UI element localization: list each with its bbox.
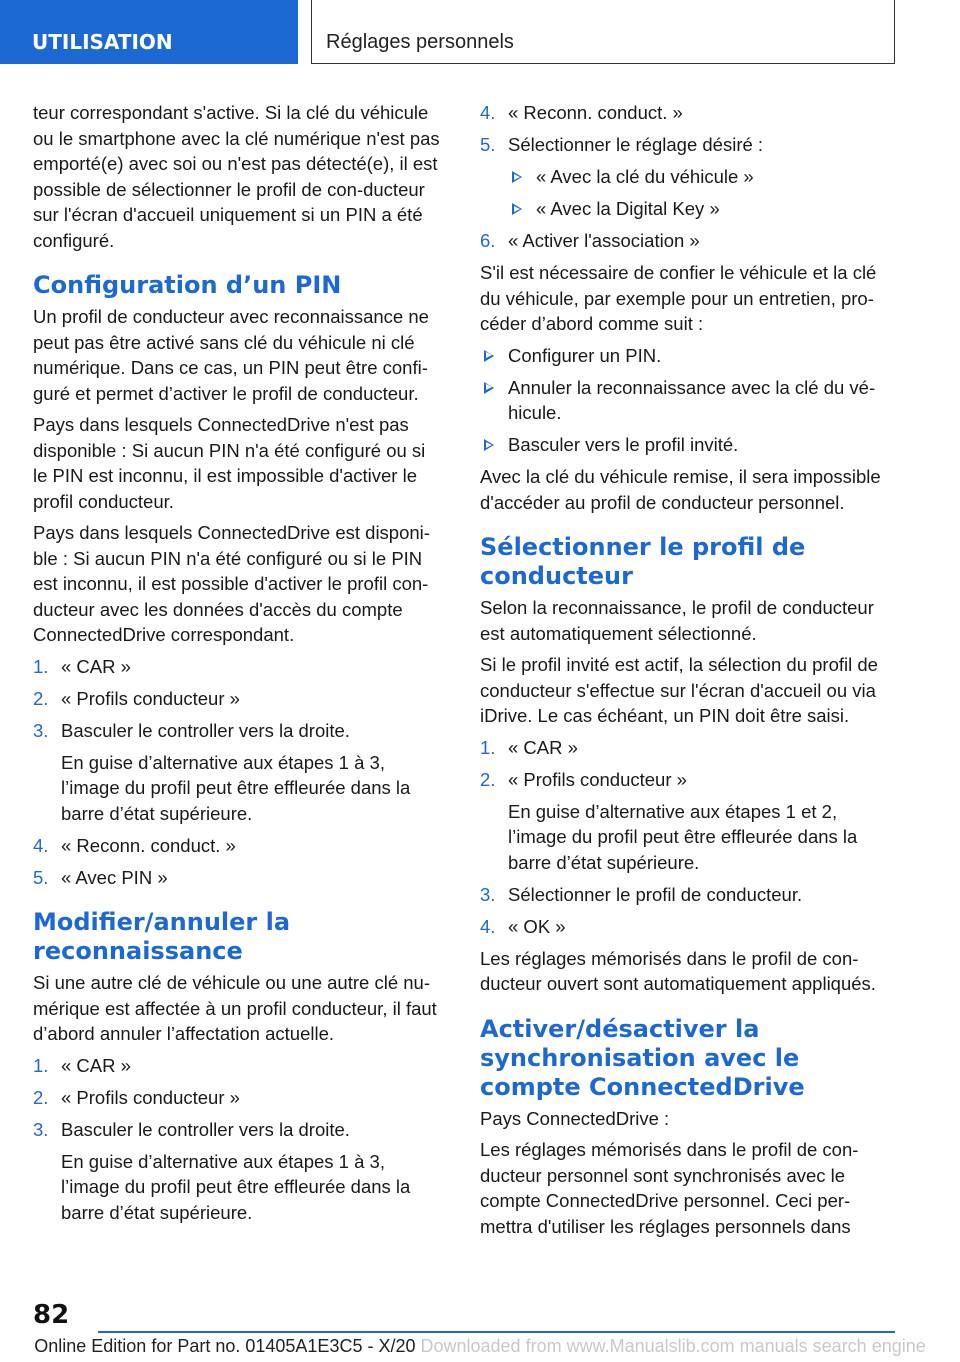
step-item: 4. « OK » [480, 915, 566, 937]
footer-divider [98, 1331, 895, 1333]
option-item: « Avec la Digital Key » [480, 196, 892, 222]
left-column [33, 100, 440, 1232]
heading-modify-recognition: Modifier/annuler la reconnaissance [33, 908, 291, 965]
pin-steps [33, 654, 440, 744]
triangle-bullet-icon [484, 439, 494, 451]
pin-paragraph-1: Un profil de conducteur avec reconnaissance ne peut pas être activé sans clé du véhicule ni clé numérique. Dans ce cas, un PIN peut être confi-guré et permet d’activer le profil de conducteur. [33, 306, 429, 404]
step-item: 3. Sélectionner le profil de conducteur. [480, 883, 803, 905]
footer-edition [0, 1336, 960, 1357]
select-paragraph-2: Si le profil invité est actif, la sélection du profil de conducteur s'effectue sur l'écran d'accueil ou via iDrive. Le cas échéant, un PIN doit être saisi. [480, 654, 878, 726]
sync-paragraph-2: Les réglages mémorisés dans le profil de con-ducteur personnel sont synchronisés avec le compte ConnectedDrive personnel. Ceci per-mettra d'utiliser les réglages personnels dans [480, 1139, 859, 1237]
section-tab: UTILISATION [0, 0, 298, 64]
trust-bullets [480, 343, 892, 458]
step-item: 5. Sélectionner le réglage désiré : [480, 134, 764, 155]
page-number: 82 [33, 1300, 70, 1330]
modify-alternative-note: En guise d’alternative aux étapes 1 à 3, l’image du profil peut être effleurée dans la barre d’état supérieure. [61, 1150, 411, 1223]
step-item: 4. « Reconn. conduct. » [33, 834, 236, 856]
heading-select-profile: Sélectionner le profil de conducteur [480, 533, 806, 590]
chapter-title: Réglages personnels [311, 0, 895, 64]
step-item: 5. « Avec PIN » [33, 866, 168, 888]
edition-text: Online Edition for Part no. 01405A1E3C5 - X/20 [34, 1336, 416, 1356]
modify-paragraph: Si une autre clé de véhicule ou une autre clé nu-mérique est affectée à un profil conducteur, il faut d’abord annuler l’affectation actuelle. [33, 972, 437, 1044]
triangle-bullet-icon [484, 382, 494, 394]
triangle-bullet-icon [512, 203, 522, 215]
modify-steps [33, 1053, 440, 1143]
step-item: 2. « Profils conducteur » [33, 1086, 240, 1108]
step-item: 1. « CAR » [33, 655, 131, 677]
watermark-text: Downloaded from www.Manualslib.com manuals search engine [420, 1336, 926, 1356]
select-paragraph-1: Selon la reconnaissance, le profil de conducteur est automatiquement sélectionné. [480, 597, 874, 644]
modify-steps-final [480, 228, 892, 254]
modify-steps-continued [480, 100, 892, 158]
trust-after-paragraph: Avec la clé du véhicule remise, il sera impossible d'accéder au profil de conducteur personnel. [480, 466, 881, 513]
step-item: 1. « CAR » [480, 736, 578, 758]
pin-paragraph-3: Pays dans lesquels ConnectedDrive est disponi-ble : Si aucun PIN n'a été configuré ou si le PIN est inconnu, il est possible d'activer le profil con-ducteur avec les données d'accès du compte ConnectedDrive correspondant. [33, 522, 430, 645]
bullet-item: Configurer un PIN. [480, 343, 892, 369]
select-alternative-note: En guise d’alternative aux étapes 1 et 2, l’image du profil peut être effleurée dans la barre d’état supérieure. [508, 800, 858, 873]
triangle-bullet-icon [484, 350, 494, 362]
pin-alternative-note: En guise d’alternative aux étapes 1 à 3, l’image du profil peut être effleurée dans la barre d’état supérieure. [61, 751, 411, 824]
step-item: 2. « Profils conducteur » [480, 768, 687, 790]
heading-pin-configuration: Configuration d’un PIN [33, 271, 342, 299]
heading-sync: Activer/désactiver la synchronisation avec le compte ConnectedDrive [480, 1014, 805, 1101]
step-item: 3. Basculer le controller vers la droite. [33, 1118, 350, 1140]
trust-paragraph: S'il est nécessaire de confier le véhicule et la clé du véhicule, par exemple pour un entretien, pro-céder d’abord comme suit : [480, 262, 877, 334]
step-item: 3. Basculer le controller vers la droite. [33, 719, 350, 741]
option-item: « Avec la clé du véhicule » [480, 164, 892, 190]
bullet-item: Basculer vers le profil invité. [480, 432, 892, 458]
intro-paragraph: teur correspondant s'active. Si la clé du véhicule ou le smartphone avec la clé numérique n'est pas emporté(e) avec soi ou n'est pas détecté(e), il est possible de sélectionner le profil de con-ducteur sur l'écran d'accueil uniquement si un PIN a été configuré. [33, 102, 440, 251]
select-after-paragraph: Les réglages mémorisés dans le profil de con-ducteur ouvert sont automatiquement appliqués. [480, 947, 876, 994]
select-steps-continued [480, 882, 892, 940]
step-item: 2. « Profils conducteur » [33, 687, 240, 709]
step-item: 6. « Activer l'association » [480, 230, 700, 251]
step-item: 4. « Reconn. conduct. » [480, 102, 683, 123]
select-steps [480, 735, 892, 793]
bullet-item: Annuler la reconnaissance avec la clé du vé-hicule. [480, 375, 892, 426]
pin-paragraph-2: Pays dans lesquels ConnectedDrive n'est pas disponible : Si aucun PIN n'a été configuré ou si le PIN est inconnu, il est impossible d'activer le profil conducteur. [33, 414, 426, 512]
triangle-bullet-icon [512, 171, 522, 183]
right-column [480, 100, 892, 1245]
step-item: 1. « CAR » [33, 1054, 131, 1076]
sync-paragraph-1: Pays ConnectedDrive : [480, 1107, 670, 1129]
modify-options [480, 164, 892, 222]
pin-steps-continued [33, 833, 440, 891]
